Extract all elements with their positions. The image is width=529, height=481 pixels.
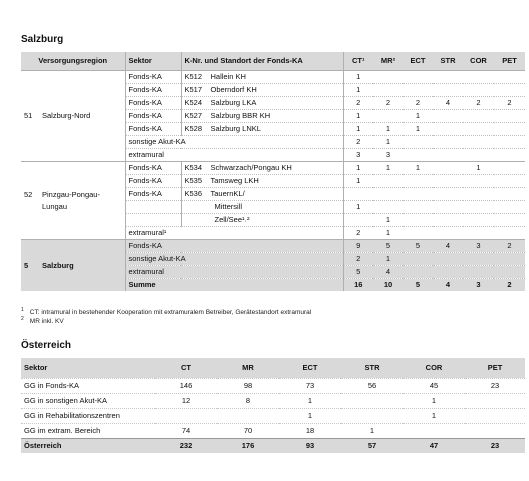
value-cell: 1 — [343, 110, 373, 123]
region-name-line: Salzburg-Nord — [42, 111, 91, 120]
value-cell: 2 — [343, 97, 373, 110]
table-row — [21, 240, 525, 253]
footnote-mark: 1 — [21, 307, 24, 313]
value-cell — [494, 227, 525, 240]
table-row — [21, 424, 525, 439]
col-header-sektor: Sektor — [125, 52, 181, 71]
standort: Mittersill — [214, 202, 242, 211]
value-cell — [463, 110, 494, 123]
value-cell: 5 — [403, 240, 433, 253]
value-cell: 56 — [341, 379, 403, 394]
value-cell: 1 — [403, 110, 433, 123]
value-cell — [433, 188, 463, 201]
value-cell: 2 — [494, 97, 525, 110]
value-cell: 1 — [343, 175, 373, 188]
value-cell: 47 — [403, 439, 465, 454]
value-cell — [433, 123, 463, 136]
value-cell — [465, 394, 525, 409]
standort: Tamsweg LKH — [210, 176, 259, 185]
value-cell — [433, 175, 463, 188]
table-row — [21, 71, 525, 84]
value-cell: 4 — [433, 97, 463, 110]
footnote — [21, 306, 311, 317]
value-cell — [463, 227, 494, 240]
value-cell: 2 — [463, 97, 494, 110]
knr: K517 — [184, 85, 203, 94]
col-header-region: Versorgungsregion — [21, 52, 125, 71]
value-cell — [463, 201, 494, 214]
sektor-cell: Fonds-KA — [125, 71, 181, 84]
standort: Zell/See¹˒² — [214, 215, 250, 224]
footnote-text: CT: intramural in bestehender Kooperation mit extramuralem Betreiber, Gerätestandort extramural — [29, 309, 312, 317]
value-cell: 1 — [373, 214, 403, 227]
value-cell: 23 — [465, 439, 525, 454]
standort: Salzburg LKA — [210, 98, 257, 107]
value-cell: 1 — [279, 409, 341, 424]
col-header-str: STR — [341, 358, 403, 379]
value-cell — [373, 71, 403, 84]
sektor-cell: Fonds-KA — [125, 175, 181, 188]
sektor-cell: Fonds-KA — [125, 84, 181, 97]
row-label: GG in Rehabilitationszentren — [21, 409, 155, 424]
value-cell: 1 — [343, 201, 373, 214]
sektor-cell: sonstige Akut-KA — [125, 253, 343, 266]
standort-cell — [181, 201, 343, 214]
value-cell: 5 — [403, 279, 433, 292]
value-cell: 23 — [465, 379, 525, 394]
region-code: 5 — [24, 260, 29, 270]
value-cell — [403, 214, 433, 227]
col-header-mr: MR — [217, 358, 279, 379]
sektor-cell: Fonds-KA — [125, 110, 181, 123]
value-cell — [465, 409, 525, 424]
value-cell: 73 — [279, 379, 341, 394]
value-cell: 3 — [373, 149, 403, 162]
col-header-standort: K-Nr. und Standort der Fonds-KA — [181, 52, 343, 71]
value-cell — [463, 214, 494, 227]
standort-cell — [181, 84, 343, 97]
row-label: GG in Fonds-KA — [21, 379, 155, 394]
col-header-cor: COR — [403, 358, 465, 379]
value-cell: 2 — [343, 253, 373, 266]
standort-cell — [181, 71, 343, 84]
col-header-sektor: Sektor — [21, 358, 155, 379]
value-cell — [403, 227, 433, 240]
value-cell — [403, 424, 465, 439]
value-cell — [494, 266, 525, 279]
value-cell: 2 — [494, 279, 525, 292]
standort: Salzburg LNKL — [210, 124, 261, 133]
value-cell — [494, 136, 525, 149]
table-row — [21, 379, 525, 394]
salzburg-table — [21, 52, 525, 291]
value-cell — [494, 110, 525, 123]
standort: Oberndorf KH — [210, 85, 257, 94]
sektor-cell: sonstige Akut-KA — [125, 136, 343, 149]
value-cell — [403, 201, 433, 214]
value-cell — [343, 188, 373, 201]
col-header-ct: CT — [155, 358, 217, 379]
value-cell — [463, 149, 494, 162]
value-cell: 1 — [373, 123, 403, 136]
col-header-cor: COR — [463, 52, 494, 71]
value-cell: 10 — [373, 279, 403, 292]
value-cell: 12 — [155, 394, 217, 409]
value-cell: 1 — [373, 162, 403, 175]
knr: K512 — [184, 72, 203, 81]
sektor-cell: Fonds-KA — [125, 97, 181, 110]
value-cell — [433, 266, 463, 279]
value-cell: 18 — [279, 424, 341, 439]
value-cell — [155, 409, 217, 424]
value-cell: 2 — [343, 136, 373, 149]
value-cell: 232 — [155, 439, 217, 454]
row-label: Österreich — [21, 439, 155, 454]
standort: Schwarzach/Pongau KH — [210, 163, 292, 172]
table-row — [21, 162, 525, 175]
col-header-ect: ECT — [279, 358, 341, 379]
col-header-mr: MR² — [373, 52, 403, 71]
knr: K527 — [184, 111, 203, 120]
value-cell — [373, 110, 403, 123]
value-cell: 1 — [403, 123, 433, 136]
value-cell — [433, 214, 463, 227]
sektor-cell: Fonds-KA — [125, 188, 181, 201]
standort: Hallein KH — [210, 72, 246, 81]
value-cell — [463, 123, 494, 136]
value-cell: 5 — [343, 266, 373, 279]
sektor-cell: extramural — [125, 266, 343, 279]
value-cell — [494, 253, 525, 266]
sektor-cell — [125, 214, 181, 227]
value-cell: 4 — [433, 240, 463, 253]
value-cell — [373, 175, 403, 188]
oesterreich-table — [21, 358, 525, 453]
value-cell — [403, 136, 433, 149]
value-cell: 4 — [373, 266, 403, 279]
section-title-oesterreich: Österreich — [21, 340, 72, 351]
value-cell: 146 — [155, 379, 217, 394]
value-cell: 1 — [373, 227, 403, 240]
standort-cell — [181, 214, 343, 227]
value-cell — [494, 71, 525, 84]
value-cell: 1 — [343, 162, 373, 175]
value-cell — [465, 424, 525, 439]
value-cell: 2 — [343, 227, 373, 240]
value-cell — [463, 136, 494, 149]
footnote-mark: 2 — [21, 316, 24, 322]
value-cell — [403, 84, 433, 97]
standort-cell — [181, 175, 343, 188]
value-cell — [403, 188, 433, 201]
value-cell: 45 — [403, 379, 465, 394]
value-cell — [341, 394, 403, 409]
sektor-cell: Summe — [125, 279, 343, 292]
value-cell — [373, 201, 403, 214]
value-cell: 1 — [403, 394, 465, 409]
region-cell — [21, 240, 125, 292]
value-cell — [373, 84, 403, 97]
col-header-pet: PET — [494, 52, 525, 71]
standort: TauernKL/ — [210, 189, 245, 198]
value-cell: 1 — [463, 162, 494, 175]
region-name: Salzburg — [42, 260, 74, 270]
value-cell — [494, 188, 525, 201]
value-cell: 1 — [341, 424, 403, 439]
section-title-salzburg: Salzburg — [21, 34, 64, 45]
sektor-cell — [125, 201, 181, 214]
value-cell — [403, 175, 433, 188]
value-cell — [494, 123, 525, 136]
value-cell: 1 — [373, 253, 403, 266]
value-cell — [433, 149, 463, 162]
col-header-ect: ECT — [403, 52, 433, 71]
value-cell — [433, 227, 463, 240]
footnote-text: MR inkl. KV — [29, 318, 64, 326]
knr: K536 — [184, 189, 203, 198]
region-code: 51 — [24, 111, 33, 120]
value-cell: 2 — [403, 97, 433, 110]
value-cell — [403, 71, 433, 84]
value-cell — [403, 149, 433, 162]
knr: K528 — [184, 124, 203, 133]
value-cell — [433, 162, 463, 175]
row-label: GG in sonstigen Akut-KA — [21, 394, 155, 409]
table-row — [21, 409, 525, 424]
value-cell: 70 — [217, 424, 279, 439]
value-cell — [463, 266, 494, 279]
value-cell: 93 — [279, 439, 341, 454]
standort-cell — [181, 162, 343, 175]
value-cell: 16 — [343, 279, 373, 292]
value-cell: 3 — [463, 279, 494, 292]
value-cell — [494, 162, 525, 175]
sektor-cell: Fonds-KA — [125, 162, 181, 175]
region-name — [42, 189, 100, 213]
value-cell — [494, 149, 525, 162]
region-name-line: Pinzgau-Pongau- — [42, 189, 100, 199]
value-cell: 1 — [343, 71, 373, 84]
value-cell — [343, 214, 373, 227]
col-header-ct: CT¹ — [343, 52, 373, 71]
value-cell — [433, 84, 463, 97]
value-cell: 5 — [373, 240, 403, 253]
standort-cell — [181, 188, 343, 201]
value-cell — [494, 175, 525, 188]
value-cell: 1 — [279, 394, 341, 409]
value-cell — [433, 201, 463, 214]
table-row — [21, 394, 525, 409]
region-name — [42, 110, 90, 122]
value-cell: 2 — [494, 240, 525, 253]
sektor-cell: extramural — [125, 149, 343, 162]
value-cell: 98 — [217, 379, 279, 394]
value-cell — [494, 214, 525, 227]
value-cell — [494, 201, 525, 214]
value-cell — [403, 266, 433, 279]
sektor-cell: Fonds-KA — [125, 123, 181, 136]
value-cell: 4 — [433, 279, 463, 292]
value-cell — [373, 188, 403, 201]
col-header-pet: PET — [465, 358, 525, 379]
value-cell: 3 — [463, 240, 494, 253]
sektor-cell: Fonds-KA — [125, 240, 343, 253]
footnote — [21, 315, 64, 326]
value-cell: 2 — [373, 97, 403, 110]
value-cell: 176 — [217, 439, 279, 454]
value-cell: 1 — [403, 162, 433, 175]
knr: K534 — [184, 163, 203, 172]
value-cell: 1 — [373, 136, 403, 149]
row-label: GG im extram. Bereich — [21, 424, 155, 439]
value-cell — [463, 84, 494, 97]
value-cell — [433, 253, 463, 266]
knr: K535 — [184, 176, 203, 185]
standort-cell — [181, 123, 343, 136]
standort-cell — [181, 110, 343, 123]
col-header-str: STR — [433, 52, 463, 71]
value-cell: 1 — [343, 123, 373, 136]
value-cell — [433, 136, 463, 149]
value-cell: 3 — [343, 149, 373, 162]
value-cell — [403, 253, 433, 266]
value-cell — [217, 409, 279, 424]
knr: K524 — [184, 98, 203, 107]
region-cell — [21, 162, 125, 240]
value-cell: 9 — [343, 240, 373, 253]
region-code: 52 — [24, 189, 33, 199]
value-cell — [463, 175, 494, 188]
standort: Salzburg BBR KH — [210, 111, 271, 120]
value-cell: 74 — [155, 424, 217, 439]
total-row — [21, 439, 525, 454]
value-cell — [463, 71, 494, 84]
value-cell — [433, 110, 463, 123]
value-cell — [494, 84, 525, 97]
value-cell: 57 — [341, 439, 403, 454]
value-cell — [463, 253, 494, 266]
value-cell — [341, 409, 403, 424]
value-cell: 1 — [403, 409, 465, 424]
region-name-line: Lungau — [42, 201, 68, 211]
sektor-cell: extramural¹ — [125, 227, 343, 240]
value-cell — [463, 188, 494, 201]
region-cell — [21, 71, 125, 162]
value-cell: 1 — [343, 84, 373, 97]
standort-cell — [181, 97, 343, 110]
value-cell: 8 — [217, 394, 279, 409]
value-cell — [433, 71, 463, 84]
